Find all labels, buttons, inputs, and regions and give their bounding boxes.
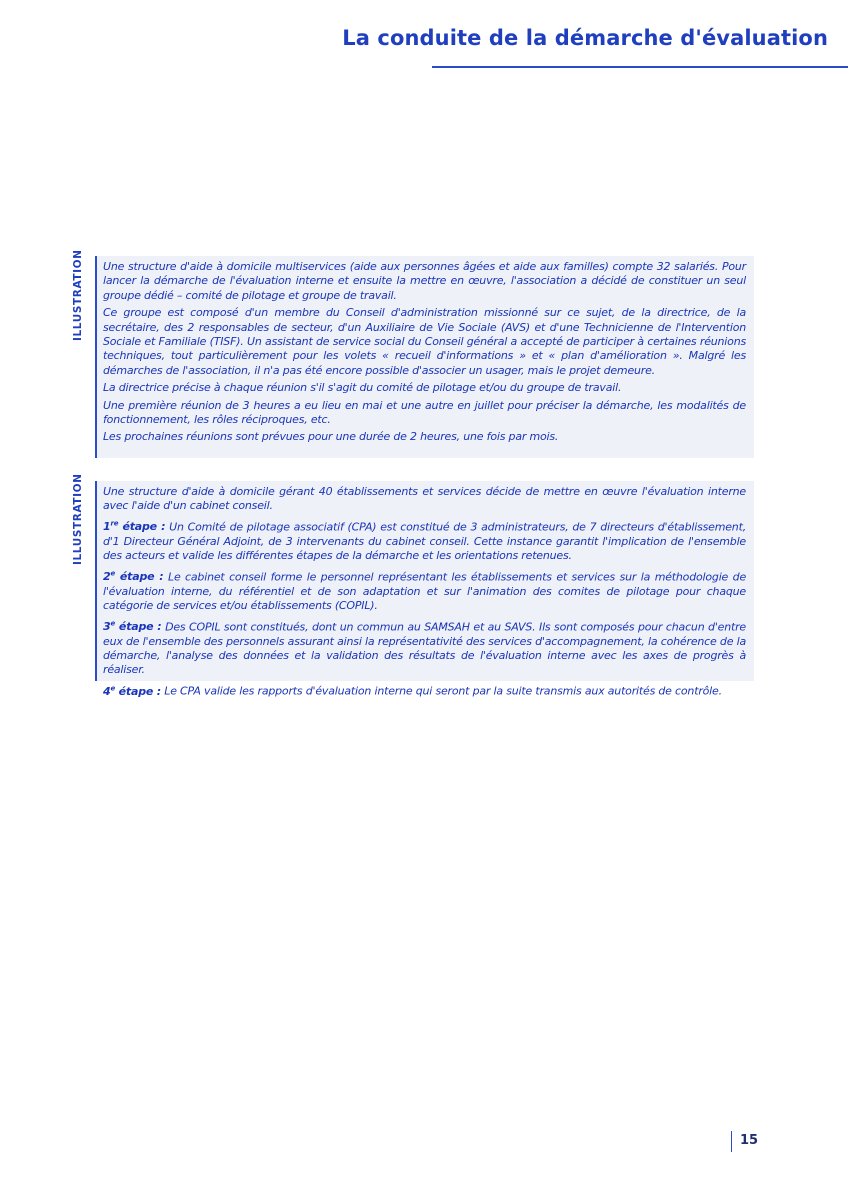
step-paragraph: 3e étape : Des COPIL sont constitués, dont un commun au SAMSAH et au SAVS. Ils sont composés pour chacun d'entre eux de l'ensemble des personnels assurant ainsi la représentativité des services d'accompagnement, la cohérence de la démarche, l'analyse des données et la validation des résultats de l'évaluation interne avec les axes de progrès à réaliser. (103, 619, 746, 677)
illustration-box (95, 256, 754, 458)
paragraph: Une première réunion de 3 heures a eu lieu en mai et une autre en juillet pour préciser la démarche, les modalités de fonctionnement, les rôles réciproques, etc. (103, 398, 746, 427)
step-heading: 4e étape : (103, 683, 161, 698)
page-title: La conduite de la démarche d'évaluation (342, 26, 828, 50)
paragraph: Une structure d'aide à domicile multiservices (aide aux personnes âgées et aide aux familles) compte 32 salariés. Pour lancer la démarche de l'évaluation interne et ensuite la mettre en œuvre, l'association a décidé de constituer un seul groupe dédié – comité de pilotage et groupe de travail. (103, 260, 746, 302)
illustration-label: ILLUSTRATION (72, 249, 84, 341)
step-heading: 3e étape : (103, 619, 162, 634)
paragraph: La directrice précise à chaque réunion s'il s'agit du comité de pilotage et/ou du groupe de travail. (103, 381, 622, 395)
step-heading: 1re étape : (103, 519, 166, 534)
page-number: 15 (740, 1133, 759, 1148)
illustration-box (95, 481, 754, 698)
paragraph: Une structure d'aide à domicile gérant 40 établissements et services décide de mettre en œuvre l'évaluation interne avec l'aide d'un cabinet conseil. (103, 485, 746, 513)
step-paragraph: 2e étape : Le cabinet conseil forme le personnel représentant les établissements et services sur la méthodologie de l'évaluation interne, du référentiel et de son adaptation et sur l'animation des comites de pilotage pour chaque catégorie de services et/ou établissements (COPIL). (103, 569, 747, 613)
page-number-divider (731, 1131, 732, 1152)
paragraph: Les prochaines réunions sont prévues pour une durée de 2 heures, une fois par mois. (103, 430, 559, 444)
title-rule (432, 66, 848, 68)
step-paragraph: 1re étape : Un Comité de pilotage associatif (CPA) est constitué de 3 administrateurs, de 7 directeurs d'établissement, d'1 Directeur Général Adjoint, de 3 intervenants du cabinet conseil. Cette instance garantit l'implication de l'ensemble des acteurs et valide les différentes étapes de la démarche et les orientations retenues. (103, 519, 746, 563)
paragraph: Ce groupe est composé d'un membre du Conseil d'administration missionné sur ce sujet, de la directrice, de la secrétaire, des 2 responsables de secteur, d'un Auxiliaire de Vie Sociale (AVS) et d'une Technicienne de l'Intervention Sociale et Familiale (TISF). Un assistant de service social du Conseil général a accepté de participer à certaines réunions techniques, tout particulièrement pour les volets « recueil d'informations » et « plan d'amélioration ». Malgré les démarches de l'association, il n'a pas été encore possible d'associer un usager, mais le projet demeure. (103, 306, 746, 377)
step-heading: 2e étape : (103, 569, 164, 584)
illustration-label: ILLUSTRATION (72, 473, 84, 565)
step-paragraph: 4e étape : Le CPA valide les rapports d'évaluation interne qui seront par la suite transmis aux autorités de contrôle. (103, 683, 722, 698)
